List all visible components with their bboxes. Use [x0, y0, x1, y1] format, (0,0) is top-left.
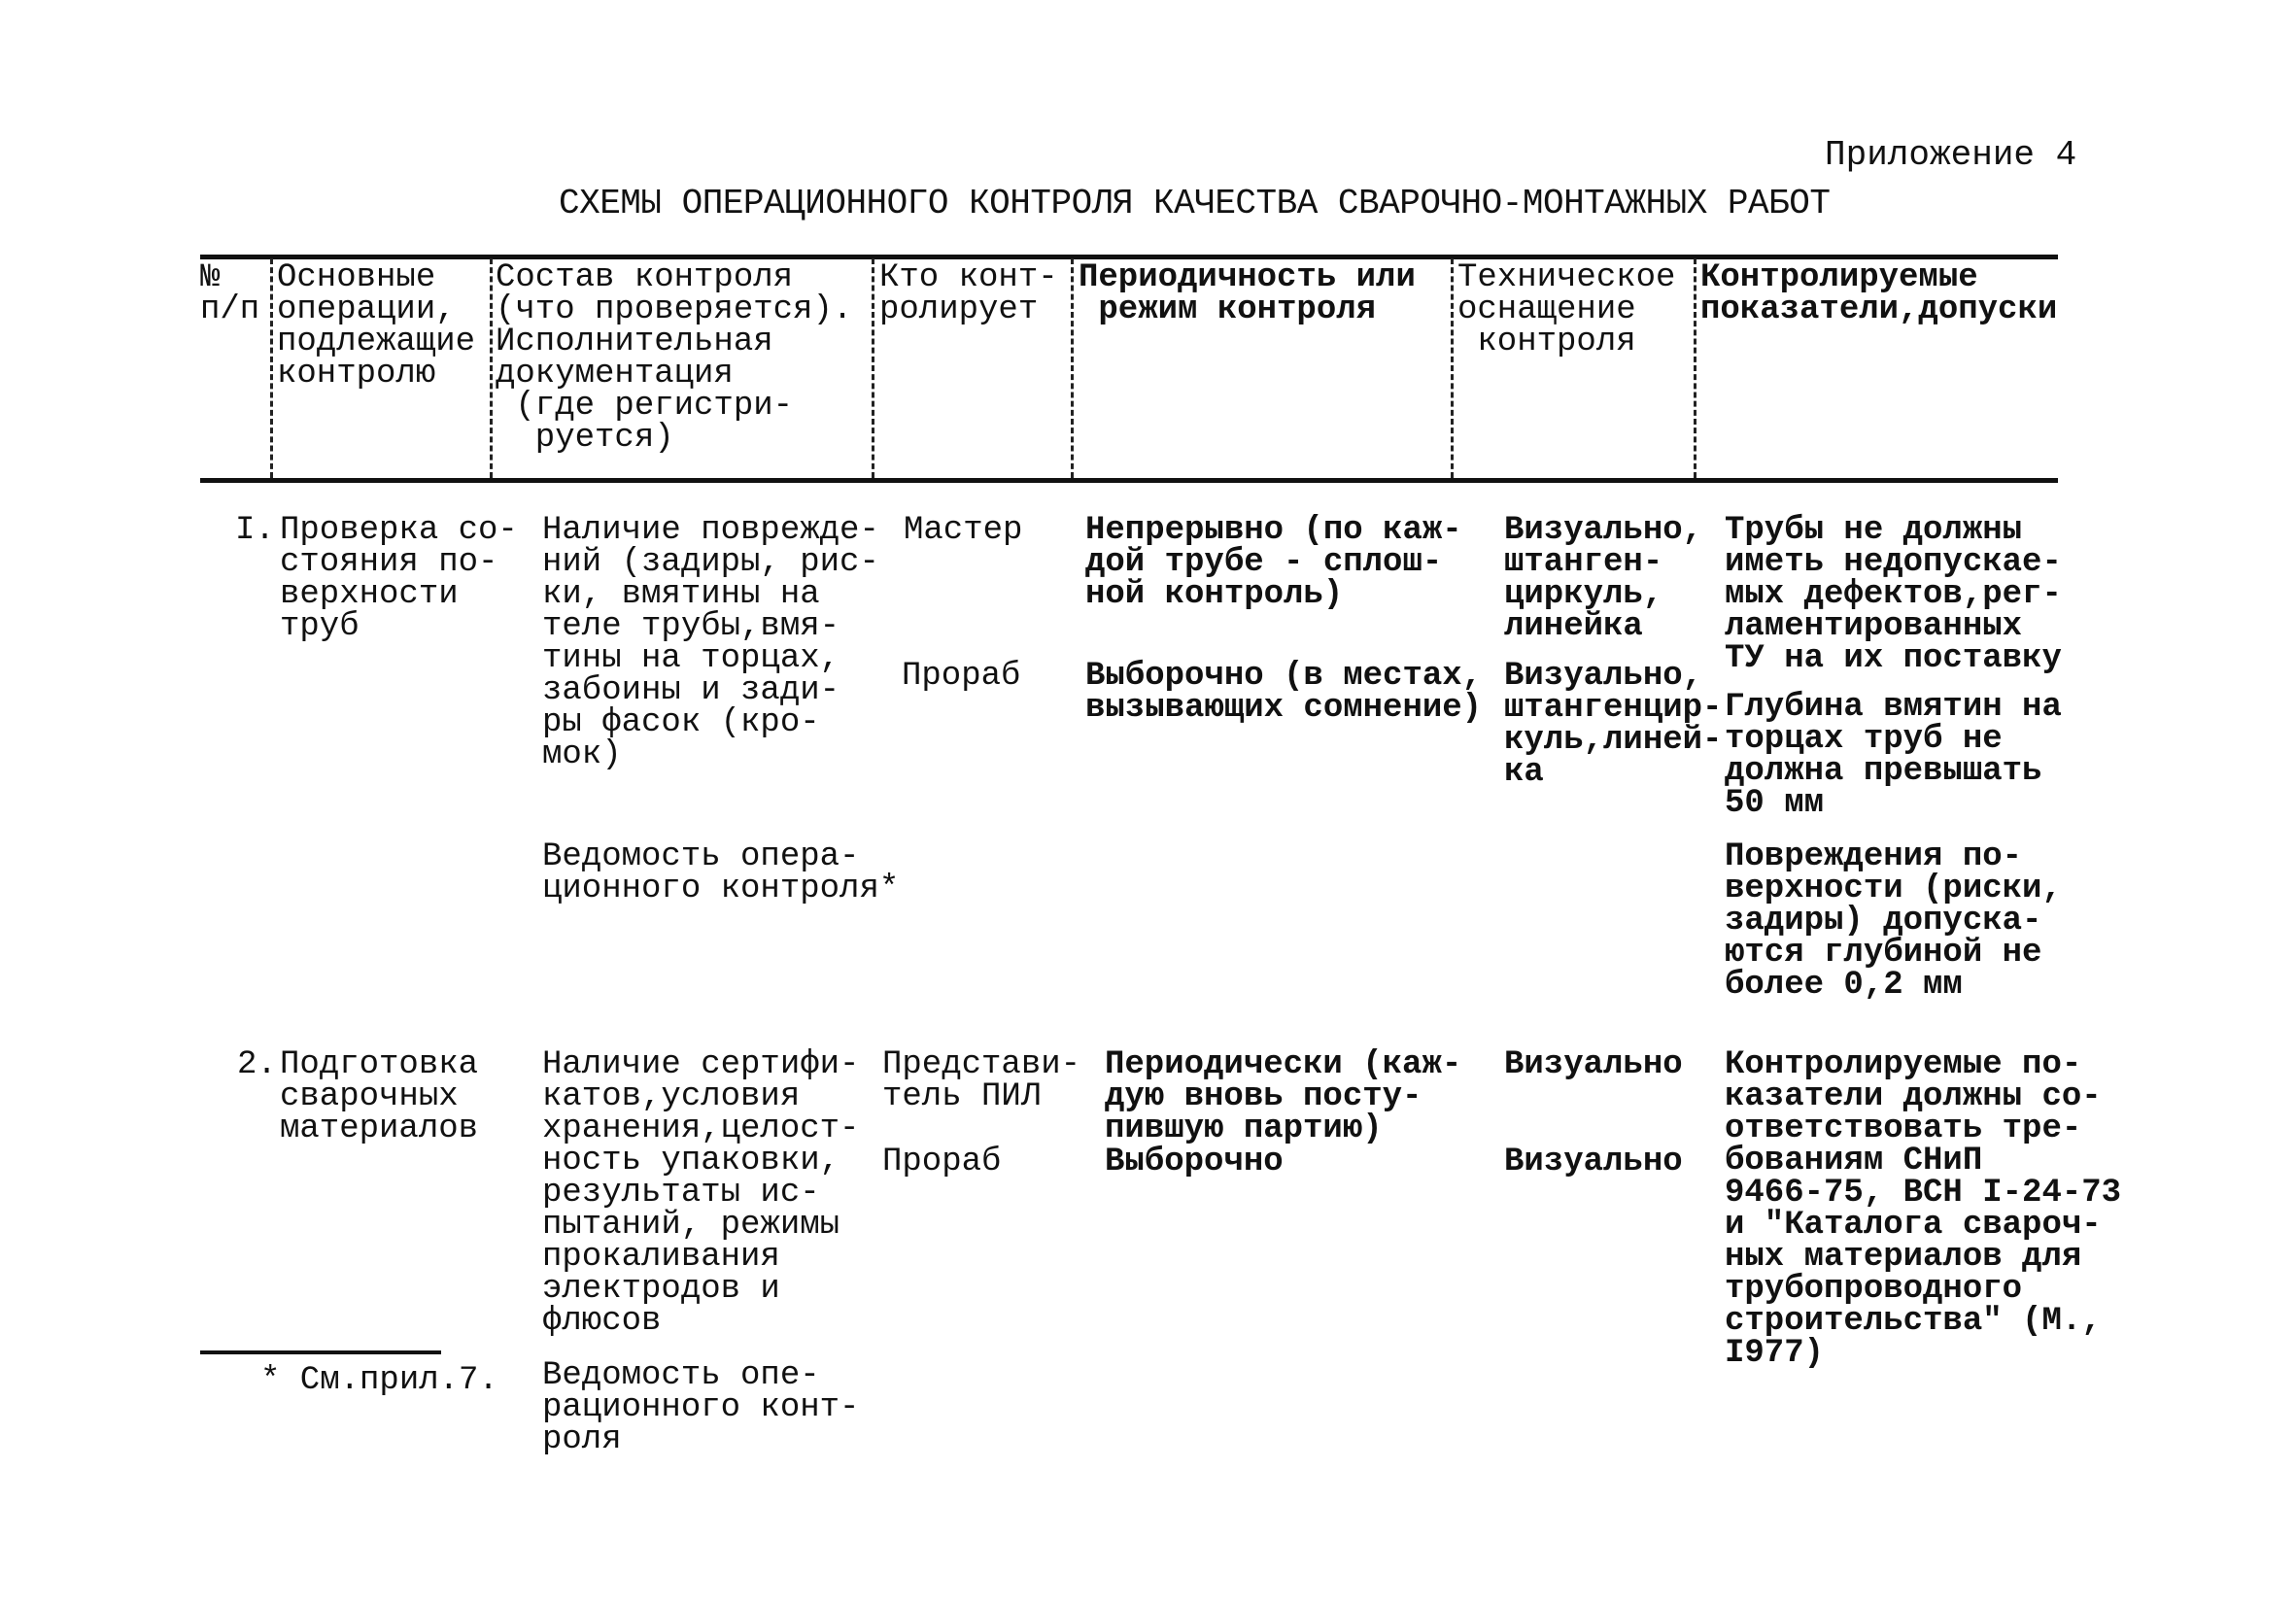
- header-operations: Основные операции, подлежащие контролю: [277, 259, 476, 393]
- row-2-tolerance-1: Контролируемые по- казатели должны со- ответствовать тре- бованиям СНиП 9466-75, ВСН I-24-73 и "Каталога свароч- ных материалов для трубопроводного строительства" (М., I977): [1725, 1046, 2122, 1372]
- row-1-operation: Проверка со- стояния по- верхности труб: [280, 512, 518, 645]
- header-number: № п/п: [200, 259, 260, 328]
- header-separator: [1451, 258, 1454, 478]
- row-1-number: I.: [235, 512, 275, 549]
- row-1-tolerance-3: Повреждения по- верхности (риски, задиры) допуска- ются глубиной не более 0,2 мм: [1725, 838, 2062, 1004]
- header-equipment: Техническое оснащение контроля: [1457, 259, 1676, 360]
- row-2-operation: Подготовка сварочных материалов: [280, 1046, 479, 1147]
- row-2-period-2: Выборочно: [1105, 1144, 1284, 1180]
- header-separator: [1071, 258, 1074, 478]
- row-2-period-1: Периодически (каж- дую вновь посту- пившую партию): [1105, 1046, 1462, 1147]
- row-1-content: Наличие поврежде- ний (задиры, рис- ки, вмятины на теле трубы,вмя- тины на торцах, забоины и зади- ры фасок (кро- мок): [542, 512, 879, 773]
- row-2-record: Ведомость опе- рационного конт- роля: [542, 1357, 860, 1458]
- header-separator: [1694, 258, 1696, 478]
- footnote: * См.прил.7.: [260, 1362, 498, 1399]
- header-content: Состав контроля (что проверяется). Исполнительная документация (где регистри- руется): [496, 259, 853, 457]
- header-periodicity: Периодичность или режим контроля: [1079, 259, 1416, 328]
- page-title: СХЕМЫ ОПЕРАЦИОННОГО КОНТРОЛЯ КАЧЕСТВА СВАРОЧНО-МОНТАЖНЫХ РАБОТ: [559, 184, 1831, 223]
- row-2-number: 2.: [237, 1046, 277, 1083]
- footnote-rule: [200, 1350, 441, 1354]
- row-2-content: Наличие сертифи- катов,условия хранения,целост- ность упаковки, результаты ис- пытаний, режимы прокаливания электродов и флюсов: [542, 1046, 860, 1340]
- row-1-tolerance-1: Трубы не должны иметь недопускае- мых дефектов,рег- ламентированных ТУ на их поставку: [1725, 512, 2062, 677]
- row-1-equipment-2: Визуально, штангенцир- куль,линей- ка: [1504, 658, 1723, 791]
- row-1-tolerance-2: Глубина вмятин на торцах труб не должна превышать 50 мм: [1725, 689, 2062, 822]
- header-tolerances: Контролируемые показатели,допуски: [1700, 259, 2058, 328]
- header-separator: [490, 258, 493, 478]
- row-2-equipment-2: Визуально: [1504, 1144, 1683, 1180]
- row-2-controller-1: Представи- тель ПИЛ: [882, 1046, 1081, 1115]
- row-1-period-2: Выборочно (в местах, вызывающих сомнение): [1085, 658, 1483, 727]
- row-2-equipment-1: Визуально: [1504, 1046, 1683, 1083]
- row-2-controller-2: Прораб: [882, 1144, 1002, 1180]
- row-1-controller-2: Прораб: [902, 658, 1021, 695]
- header-separator: [270, 258, 273, 478]
- row-1-record: Ведомость опера- ционного контроля*: [542, 838, 900, 907]
- row-1-controller-1: Мастер: [904, 512, 1023, 549]
- row-1-period-1: Непрерывно (по каж- дой трубе - сплош- ной контроль): [1085, 512, 1462, 613]
- header-controller: Кто конт- ролирует: [879, 259, 1058, 328]
- table-header-rule: [200, 478, 2058, 483]
- row-1-equipment-1: Визуально, штанген- циркуль, линейка: [1504, 512, 1703, 645]
- header-separator: [872, 258, 874, 478]
- appendix-label: Приложение 4: [1825, 135, 2077, 175]
